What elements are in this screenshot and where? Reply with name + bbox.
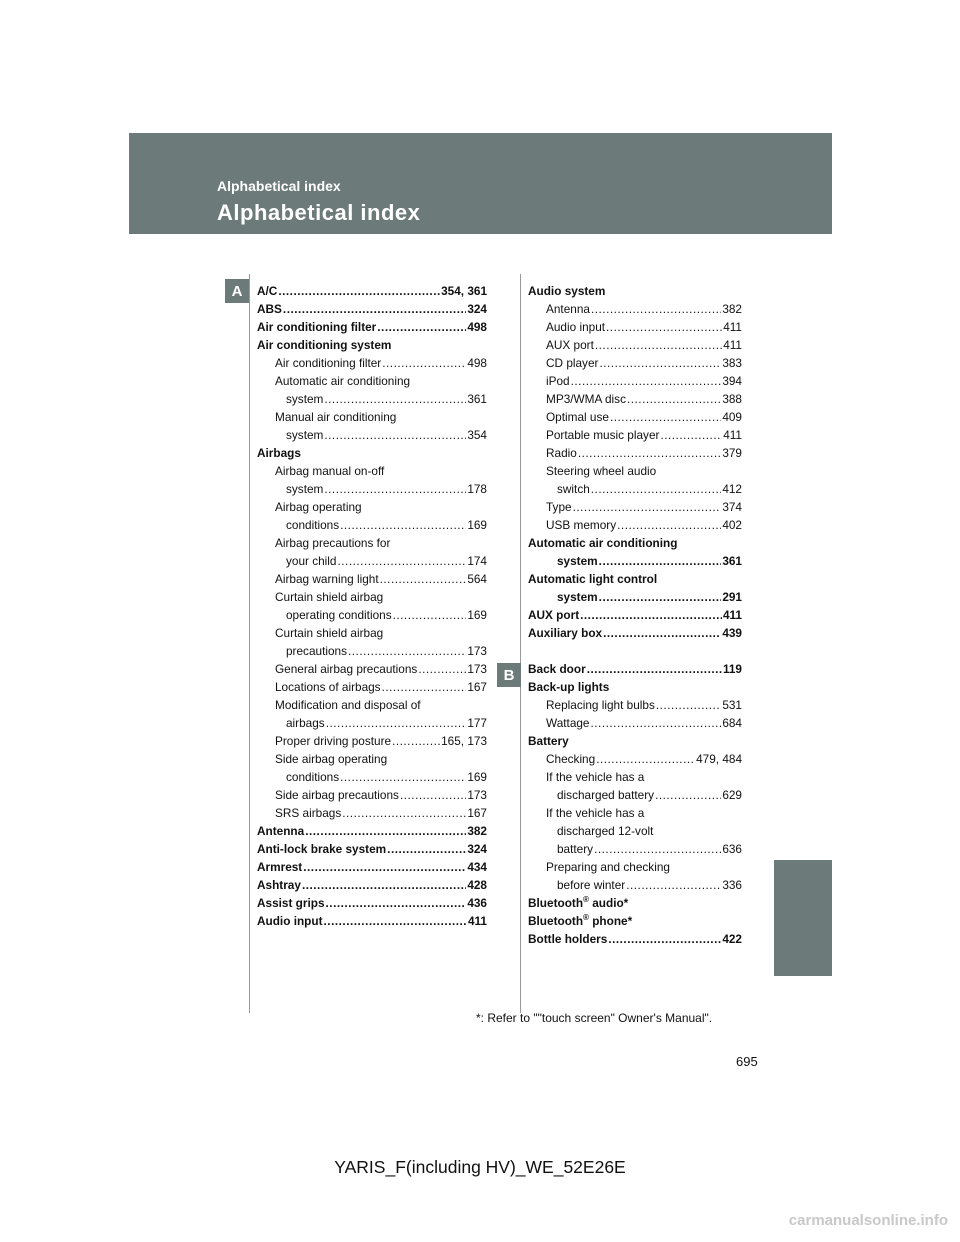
leader-dots xyxy=(324,480,466,498)
index-entry-term: ABS xyxy=(257,302,282,316)
index-entry xyxy=(528,786,742,804)
index-entry xyxy=(257,426,487,444)
index-entry-page: 436 xyxy=(467,896,487,910)
index-entry xyxy=(528,462,742,480)
index-entry-term: Air conditioning filter xyxy=(257,320,377,334)
index-entry-term: Airbag manual on-off xyxy=(275,464,385,478)
index-entry xyxy=(528,894,742,912)
index-entry xyxy=(528,930,742,948)
leader-dots xyxy=(610,408,721,426)
index-entry-term: Air conditioning filter xyxy=(275,356,382,370)
leader-dots xyxy=(278,282,440,300)
section-subtitle: Alphabetical index xyxy=(217,178,341,194)
index-entry-page: 379 xyxy=(722,446,742,460)
leader-dots xyxy=(324,390,466,408)
index-entry xyxy=(528,768,742,786)
index-entry-term: Airbag precautions for xyxy=(275,536,391,550)
index-gap xyxy=(528,642,742,660)
leader-dots xyxy=(326,714,467,732)
index-entry-page: 169 xyxy=(467,770,487,784)
index-entry-term: Proper driving posture xyxy=(275,734,392,748)
index-entry-page: 498 xyxy=(467,320,487,334)
leader-dots xyxy=(599,588,722,606)
index-entry-page: 394 xyxy=(722,374,742,388)
index-entry-page: 173 xyxy=(467,788,487,802)
index-entry-term: airbags xyxy=(286,716,325,730)
index-entry xyxy=(528,534,742,552)
index-entry xyxy=(528,606,742,624)
index-entry-page: 629 xyxy=(722,788,742,802)
page-number: 695 xyxy=(736,1054,758,1069)
leader-dots xyxy=(324,912,467,930)
index-entry xyxy=(257,390,487,408)
index-entry-term: system xyxy=(286,428,324,442)
index-entry-page: 428 xyxy=(467,878,487,892)
index-entry xyxy=(528,822,742,840)
section-header xyxy=(129,133,832,234)
leader-dots xyxy=(324,426,466,444)
index-entry-page: 382 xyxy=(467,824,487,838)
index-entry xyxy=(257,912,487,930)
index-entry-page: 439 xyxy=(722,626,742,640)
index-entry xyxy=(257,570,487,588)
index-entry xyxy=(528,660,742,678)
index-entry-term: Side airbag operating xyxy=(275,752,388,766)
index-entry-term: Airbags xyxy=(257,446,301,460)
index-entry xyxy=(257,480,487,498)
index-entry-page: 167 xyxy=(467,680,487,694)
index-entry-term: Anti-lock brake system xyxy=(257,842,387,856)
index-entry-term: Replacing light bulbs xyxy=(546,698,655,712)
leader-dots xyxy=(393,606,467,624)
index-entry-term: conditions xyxy=(286,770,340,784)
index-entry xyxy=(257,372,487,390)
leader-dots xyxy=(573,498,722,516)
leader-dots xyxy=(591,300,721,318)
index-entry-term: discharged battery xyxy=(557,788,655,802)
index-entry xyxy=(528,750,742,768)
index-entry xyxy=(528,300,742,318)
index-entry xyxy=(528,858,742,876)
leader-dots xyxy=(392,732,440,750)
index-entry-term: Airbag operating xyxy=(275,500,362,514)
leader-dots xyxy=(603,624,721,642)
index-entry-page: 388 xyxy=(722,392,742,406)
index-entry-page: 354, 361 xyxy=(441,284,487,298)
index-column-left xyxy=(257,282,487,930)
index-entry-page: 411 xyxy=(723,338,742,352)
index-entry-page: 564 xyxy=(467,572,487,586)
index-entry xyxy=(257,840,487,858)
left-column-rule xyxy=(249,274,250,1013)
right-column-rule xyxy=(520,274,521,1013)
index-entry xyxy=(528,588,742,606)
leader-dots xyxy=(326,894,467,912)
index-entry-term: battery xyxy=(557,842,594,856)
index-entry xyxy=(528,804,742,822)
leader-dots xyxy=(655,786,721,804)
index-entry xyxy=(257,318,487,336)
index-entry xyxy=(528,498,742,516)
index-entry xyxy=(257,678,487,696)
index-entry xyxy=(257,768,487,786)
index-entry-page: 119 xyxy=(722,662,742,676)
index-entry xyxy=(528,408,742,426)
index-entry-term: Auxiliary box xyxy=(528,626,603,640)
index-entry-term: Audio system xyxy=(528,284,606,298)
index-entry-page: 434 xyxy=(467,860,487,874)
leader-dots xyxy=(591,714,722,732)
index-entry xyxy=(528,552,742,570)
index-entry-term: operating conditions xyxy=(286,608,392,622)
index-entry-page: 167 xyxy=(467,806,487,820)
index-entry-term: Checking xyxy=(546,752,596,766)
index-entry xyxy=(528,570,742,588)
index-entry-term: Antenna xyxy=(257,824,305,838)
index-entry-page: 409 xyxy=(722,410,742,424)
leader-dots xyxy=(382,354,466,372)
leader-dots xyxy=(626,876,721,894)
index-entry-term: system xyxy=(557,590,598,604)
leader-dots xyxy=(617,516,721,534)
leader-dots xyxy=(599,552,722,570)
index-entry-term: Back-up lights xyxy=(528,680,610,694)
index-entry-term: conditions xyxy=(286,518,340,532)
index-entry-term: Optimal use xyxy=(546,410,609,424)
index-entry xyxy=(528,840,742,858)
index-entry-page: 336 xyxy=(722,878,742,892)
index-entry-term: Curtain shield airbag xyxy=(275,626,384,640)
index-entry xyxy=(257,822,487,840)
index-entry-page: 173 xyxy=(467,644,487,658)
letter-tab-b: B xyxy=(497,663,521,687)
index-entry-term: Back door xyxy=(528,662,586,676)
index-entry-term: Modification and disposal of xyxy=(275,698,421,712)
footnote: *: Refer to ""touch screen" Owner's Manual". xyxy=(476,1011,713,1025)
leader-dots xyxy=(380,570,467,588)
index-column-right xyxy=(528,282,742,948)
index-entry xyxy=(257,300,487,318)
index-entry-page: 169 xyxy=(467,518,487,532)
index-entry xyxy=(528,282,742,300)
leader-dots xyxy=(348,642,466,660)
index-entry xyxy=(528,354,742,372)
index-entry-term: Air conditioning system xyxy=(257,338,392,352)
leader-dots xyxy=(594,840,721,858)
leader-dots xyxy=(606,318,722,336)
index-entry xyxy=(528,714,742,732)
index-entry-page: 422 xyxy=(722,932,742,946)
leader-dots xyxy=(377,318,466,336)
watermark: carmanualsonline.info xyxy=(788,1212,948,1229)
index-entry-term: system xyxy=(286,482,324,496)
index-entry-page: 411 xyxy=(723,320,742,334)
index-entry xyxy=(257,516,487,534)
index-entry-page: 291 xyxy=(722,590,742,604)
index-entry-term: If the vehicle has a xyxy=(546,770,645,784)
index-entry-term: Bluetooth® audio* xyxy=(528,895,629,910)
leader-dots xyxy=(303,858,466,876)
side-thumb-tab xyxy=(774,860,832,976)
index-entry xyxy=(257,534,487,552)
index-entry-page: 374 xyxy=(722,500,742,514)
index-entry-term: system xyxy=(286,392,324,406)
leader-dots xyxy=(338,552,467,570)
index-entry-term: Side airbag precautions xyxy=(275,788,399,802)
index-entry-term: Curtain shield airbag xyxy=(275,590,384,604)
section-title: Alphabetical index xyxy=(217,200,421,225)
leader-dots xyxy=(283,300,466,318)
index-entry xyxy=(528,912,742,930)
index-entry xyxy=(528,678,742,696)
index-entry xyxy=(528,696,742,714)
index-entry-term: before winter xyxy=(557,878,626,892)
leader-dots xyxy=(599,354,721,372)
index-entry xyxy=(257,642,487,660)
index-entry xyxy=(257,750,487,768)
index-entry-term: Bluetooth® phone* xyxy=(528,913,633,928)
index-entry xyxy=(257,552,487,570)
index-entry-term: SRS airbags xyxy=(275,806,342,820)
leader-dots xyxy=(656,696,721,714)
index-entry-term: General airbag precautions xyxy=(275,662,418,676)
index-entry-page: 178 xyxy=(467,482,487,496)
index-entry-term: AUX port xyxy=(546,338,594,352)
index-entry xyxy=(257,444,487,462)
leader-dots xyxy=(340,768,466,786)
index-entry-page: 411 xyxy=(723,428,742,442)
index-entry-term: Audio input xyxy=(257,914,323,928)
index-entry xyxy=(257,660,487,678)
index-entry xyxy=(257,696,487,714)
index-entry-page: 361 xyxy=(722,554,742,568)
index-entry-term: Locations of airbags xyxy=(275,680,381,694)
index-entry xyxy=(528,876,742,894)
index-entry-term: A/C xyxy=(257,284,278,298)
index-entry xyxy=(257,894,487,912)
index-entry-term: Automatic air conditioning xyxy=(528,536,678,550)
index-entry-term: If the vehicle has a xyxy=(546,806,645,820)
index-entry-term: Airbag warning light xyxy=(275,572,379,586)
leader-dots xyxy=(595,336,722,354)
index-entry-page: 174 xyxy=(467,554,487,568)
index-entry-term: Type xyxy=(546,500,572,514)
index-entry-term: MP3/WMA disc xyxy=(546,392,626,406)
index-entry-term: Automatic light control xyxy=(528,572,658,586)
index-entry-page: 383 xyxy=(722,356,742,370)
index-entry xyxy=(257,282,487,300)
index-entry xyxy=(257,876,487,894)
index-entry-page: 354 xyxy=(467,428,487,442)
index-entry-term: USB memory xyxy=(546,518,617,532)
index-entry-page: 177 xyxy=(467,716,487,730)
leader-dots xyxy=(340,516,466,534)
leader-dots xyxy=(400,786,466,804)
letter-tab-a: A xyxy=(225,279,249,303)
index-entry xyxy=(257,714,487,732)
leader-dots xyxy=(596,750,695,768)
index-entry-term: Bottle holders xyxy=(528,932,608,946)
index-entry xyxy=(257,606,487,624)
index-entry-term: Assist grips xyxy=(257,896,325,910)
index-entry-page: 402 xyxy=(722,518,742,532)
leader-dots xyxy=(302,876,466,894)
index-entry-term: Portable music player xyxy=(546,428,660,442)
index-entry-term: Audio input xyxy=(546,320,606,334)
index-entry xyxy=(257,804,487,822)
index-entry-page: 165, 173 xyxy=(441,734,487,748)
index-entry xyxy=(528,732,742,750)
index-entry xyxy=(528,426,742,444)
index-entry-page: 324 xyxy=(467,302,487,316)
index-entry-page: 173 xyxy=(467,662,487,676)
index-entry xyxy=(528,444,742,462)
document-id: YARIS_F(including HV)_WE_52E26E xyxy=(334,1157,626,1177)
index-entry-term: Antenna xyxy=(546,302,590,316)
index-entry-page: 382 xyxy=(722,302,742,316)
index-entry-term: Steering wheel audio xyxy=(546,464,657,478)
index-entry xyxy=(257,858,487,876)
leader-dots xyxy=(578,444,721,462)
index-entry xyxy=(257,462,487,480)
index-entry-term: switch xyxy=(557,482,590,496)
index-entry xyxy=(257,336,487,354)
leader-dots xyxy=(591,480,722,498)
index-entry-page: 636 xyxy=(722,842,742,856)
index-entry-term: discharged 12-volt xyxy=(557,824,654,838)
leader-dots xyxy=(587,660,722,678)
index-entry-page: 684 xyxy=(722,716,742,730)
leader-dots xyxy=(571,372,722,390)
index-entry-term: Preparing and checking xyxy=(546,860,670,874)
leader-dots xyxy=(382,678,467,696)
index-entry-term: your child xyxy=(286,554,337,568)
index-entry-page: 324 xyxy=(467,842,487,856)
index-entry xyxy=(257,408,487,426)
leader-dots xyxy=(387,840,466,858)
index-entry-term: CD player xyxy=(546,356,599,370)
index-entry-term: Radio xyxy=(546,446,577,460)
index-entry-term: Automatic air conditioning xyxy=(275,374,411,388)
index-entry-page: 411 xyxy=(722,608,742,622)
index-entry-page: 169 xyxy=(467,608,487,622)
index-entry-term: iPod xyxy=(546,374,570,388)
index-entry xyxy=(528,516,742,534)
index-entry-term: Ashtray xyxy=(257,878,301,892)
index-entry-term: system xyxy=(557,554,598,568)
index-entry-page: 531 xyxy=(722,698,742,712)
index-entry-page: 361 xyxy=(467,392,487,406)
index-entry-term: Wattage xyxy=(546,716,590,730)
index-entry xyxy=(257,588,487,606)
index-entry-term: Battery xyxy=(528,734,569,748)
index-entry xyxy=(257,786,487,804)
index-entry xyxy=(528,336,742,354)
index-entry-term: Manual air conditioning xyxy=(275,410,397,424)
leader-dots xyxy=(608,930,721,948)
index-entry xyxy=(257,498,487,516)
index-entry xyxy=(528,390,742,408)
index-entry xyxy=(528,372,742,390)
index-entry-term: AUX port xyxy=(528,608,580,622)
index-entry-page: 412 xyxy=(722,482,742,496)
index-entry xyxy=(257,354,487,372)
leader-dots xyxy=(418,660,466,678)
index-entry-page: 479, 484 xyxy=(696,752,742,766)
leader-dots xyxy=(342,804,466,822)
index-entry xyxy=(257,624,487,642)
index-entry xyxy=(528,480,742,498)
index-entry-page: 498 xyxy=(467,356,487,370)
leader-dots xyxy=(627,390,721,408)
leader-dots xyxy=(305,822,466,840)
index-entry-term: precautions xyxy=(286,644,347,658)
leader-dots xyxy=(660,426,722,444)
index-entry xyxy=(528,318,742,336)
index-entry-term: Armrest xyxy=(257,860,303,874)
leader-dots xyxy=(580,606,722,624)
index-entry-page: 411 xyxy=(467,914,487,928)
index-entry xyxy=(257,732,487,750)
index-entry xyxy=(528,624,742,642)
